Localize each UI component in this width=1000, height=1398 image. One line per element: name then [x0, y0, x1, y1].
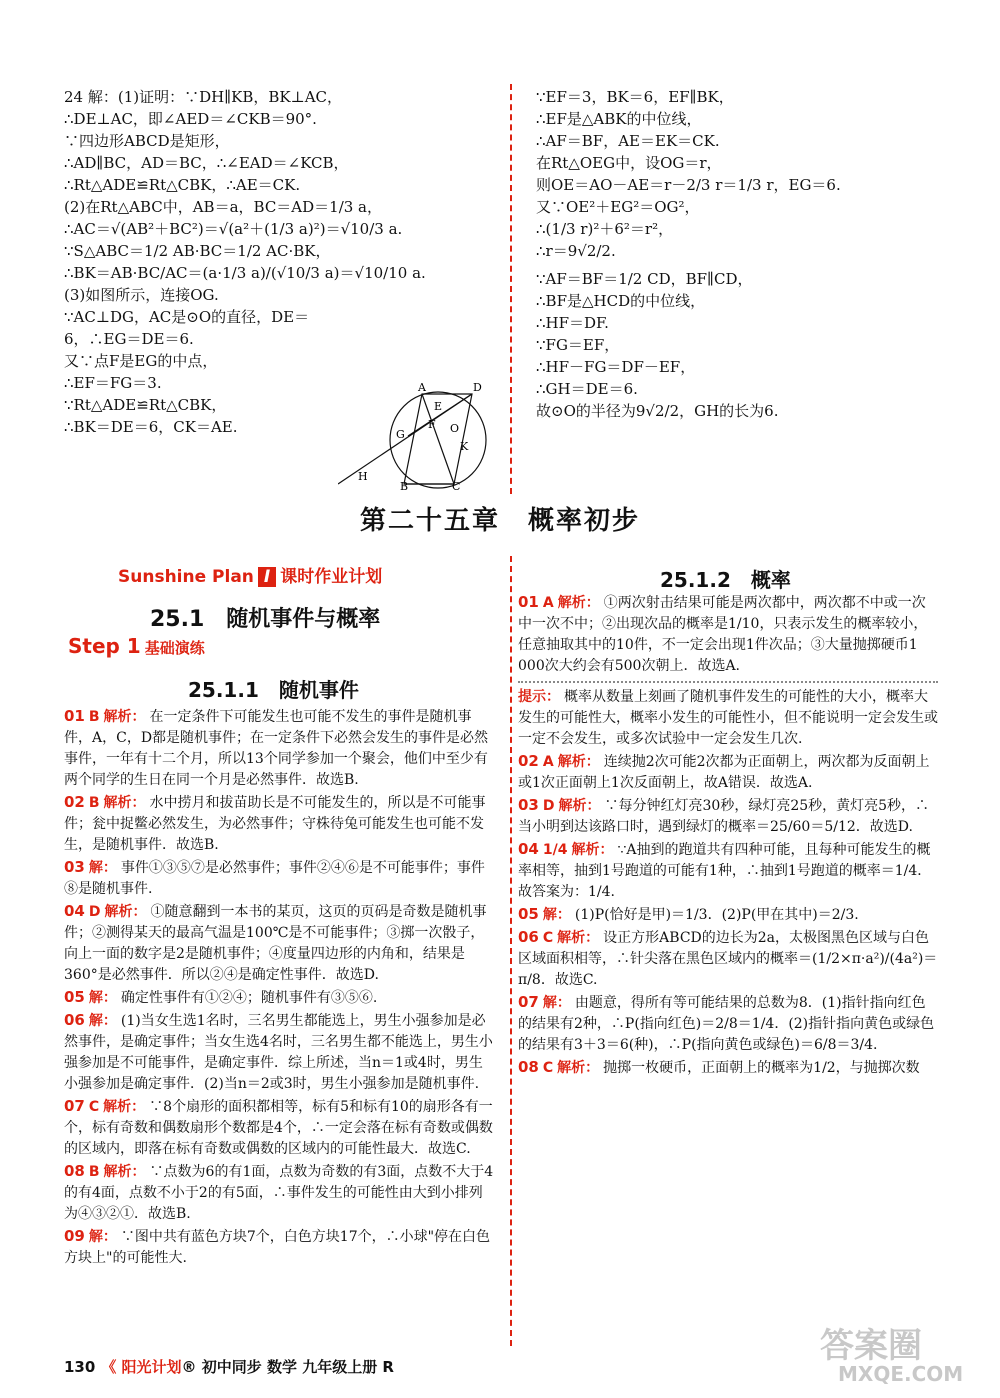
solution-24-right: [536, 86, 936, 422]
solution-line: ∴EF是△ABK的中位线，: [536, 110, 702, 128]
answer-choice: C: [88, 1099, 100, 1115]
question-item: [64, 1161, 494, 1225]
answer-choice: C: [542, 930, 554, 946]
solution-line: ∴HF＝DF.: [536, 314, 609, 332]
question-number: 02: [518, 752, 539, 770]
page-number: 130: [64, 1358, 96, 1376]
circle-geometry-diagram: [338, 380, 498, 490]
analysis-tag: 解：: [542, 907, 571, 923]
solution-line: ∴BF是△HCD的中位线，: [536, 292, 706, 310]
question-number: 08: [64, 1162, 85, 1180]
right-question-list: [518, 592, 938, 1080]
book-info: ® 初中同步 数学 九年级上册 R: [181, 1358, 394, 1376]
analysis-tag: 解析：: [103, 795, 146, 811]
question-text: 水中捞月和拔苗助长是不可能发生的，所以是不可能事件；瓮中捉鳖必然发生，为必然事件；守株待兔可能发生也可能不发生，是随机事件．故选B.: [64, 795, 486, 853]
question-number: 02: [64, 793, 85, 811]
question-item: [64, 706, 494, 791]
analysis-tag: 提示：: [518, 689, 560, 705]
question-text: ∵图中共有蓝色方块7个，白色方块17个，∴小球"停在白色方块上"的可能性大.: [64, 1229, 491, 1266]
solution-line: ∵EF＝3，BK＝6，EF∥BK，: [536, 88, 734, 106]
analysis-tag: 解析：: [103, 1164, 146, 1180]
analysis-tag: 解析：: [557, 595, 600, 611]
chapter-title: 第二十五章 概率初步: [359, 506, 640, 536]
question-text: ①两次射击结果可能是两次都中，两次都不中或一次中一次不中；②出现次品的概率是1/10，只表示发生的概率较小，任意抽取其中的10件，不一定会出现1件次品；③大量抛掷硬币1 000次大约会有500次朝上．故选A.: [518, 595, 928, 674]
question-text: 确定性事件有①②④；随机事件有③⑤⑥.: [120, 990, 378, 1006]
question-text: (1)P(恰好是甲)＝1/3．(2)P(甲在其中)＝2/3.: [574, 907, 859, 923]
question-item: [64, 1226, 494, 1269]
question-item: [64, 792, 494, 856]
analysis-tag: 解析：: [558, 798, 601, 814]
question-item: [64, 987, 494, 1009]
question-number: 06: [518, 928, 539, 946]
diagram-label: E: [434, 400, 443, 413]
solution-line: ∴AC＝√(AB²＋BC²)＝√(a²＋(1/3 a)²)＝√10/3 a.: [64, 220, 403, 238]
question-text: ∵点数为6的有1面，点数为奇数的有3面，点数不大于4的有4面，点数不小于2的有5面，∴事件发生的可能性由大到小排列为④③②①．故选B.: [64, 1164, 494, 1222]
question-item: [518, 992, 938, 1056]
watermark-logo: 答案圈: [820, 1326, 922, 1366]
question-text: (1)当女生选1名时，三名男生都能选上，男生小强参加是必然事件，是确定事件；当女生选4名时，三名男生都不能选上，男生小强参加是不可能事件，是确定事件．综上所述，当n＝1或4时，男生小强参加是确定事件．(2)当n＝2或3时，男生小强参加是随机事件.: [64, 1013, 493, 1092]
analysis-tag: 解析：: [557, 754, 600, 770]
analysis-tag: 解析：: [103, 1099, 146, 1115]
question-number: 06: [64, 1011, 85, 1029]
analysis-tag: 解：: [88, 1229, 117, 1245]
step-text: 基础演练: [144, 639, 205, 657]
question-item: [64, 1096, 494, 1160]
sunshine-plan-label: Sunshine Plan: [118, 567, 254, 587]
question-number: 07: [64, 1097, 85, 1115]
solution-line: 又∵点F是EG的中点，: [64, 352, 218, 370]
analysis-tag: 解析：: [571, 842, 614, 858]
question-number: 07: [518, 993, 539, 1011]
column-divider-top: [510, 84, 512, 494]
question-item: [518, 592, 938, 677]
answer-choice: C: [542, 1060, 554, 1076]
solution-line: ∴EF＝FG＝3.: [64, 374, 162, 392]
analysis-tag: 解：: [542, 995, 571, 1011]
question-number: 08: [518, 1058, 539, 1076]
answer-choice: 1/4: [542, 842, 568, 858]
question-item: [64, 857, 494, 900]
solution-line: 24 解：(1)证明：∵DH∥KB，BK⊥AC，: [64, 88, 343, 106]
section-title: 25.1 随机事件与概率: [150, 607, 381, 632]
question-item: [518, 795, 938, 838]
solution-line: ∵FG＝EF，: [536, 336, 620, 354]
solution-line: 在Rt△OEG中，设OG＝r，: [536, 154, 722, 172]
solution-line: 故⊙O的半径为9√2/2，GH的长为6.: [536, 402, 779, 420]
diagram-label: C: [452, 480, 461, 490]
answer-choice: A: [542, 595, 554, 611]
answer-choice: D: [88, 904, 101, 920]
left-question-list: [64, 706, 494, 1270]
question-item: [518, 1057, 938, 1079]
solution-line: ∴r＝9√2/2.: [536, 242, 616, 260]
watermark-url: MXQE.COM: [838, 1362, 964, 1386]
solution-line: ∴Rt△ADE≌Rt△CBK，∴AE＝CK.: [64, 176, 301, 194]
diagram-label: D: [473, 381, 482, 394]
subsection-title-right: 25.1.2 概率: [660, 568, 791, 592]
analysis-tag: 解析：: [104, 904, 147, 920]
solution-line: (2)在Rt△ABC中，AB＝a，BC＝AD＝1/3 a，: [64, 198, 383, 216]
analysis-tag: 解析：: [103, 709, 146, 725]
sunshine-plan-banner: [118, 562, 382, 587]
diagram-label: H: [358, 470, 368, 483]
solution-line: (3)如图所示，连接OG.: [64, 286, 219, 304]
question-number: 01: [518, 593, 539, 611]
question-text: ∵8个扇形的面积都相等，标有5和标有10的扇形各有一个，标有奇数和偶数扇形个数都是4个，∴一定会落在标有奇数或偶数的区域内，即落在标有奇数或偶数的区域内的可能性最大．故选C.: [64, 1099, 493, 1157]
plan-number-box: I: [258, 567, 276, 587]
solution-line: ∴BK＝DE＝6，CK＝AE.: [64, 418, 238, 436]
question-number: 03: [64, 858, 85, 876]
question-text: 概率从数量上刻画了随机事件发生的可能性的大小，概率大发生的可能性大，概率小发生的可能性小，但不能说明一定会发生或一定不会发生，或多次试验中一定会发生几次.: [518, 689, 938, 747]
brand-name: 《 阳光计划: [101, 1358, 182, 1376]
solution-line: ∴GH＝DE＝6.: [536, 380, 638, 398]
solution-line: ∴AF＝BF，AE＝EK＝CK.: [536, 132, 720, 150]
plan-subtitle: 课时作业计划: [280, 567, 383, 587]
analysis-tag: 解析：: [557, 1060, 600, 1076]
diagram-label: O: [450, 422, 460, 435]
analysis-tag: 解：: [88, 1013, 117, 1029]
solution-line: ∵S△ABC＝1/2 AB·BC＝1/2 AC·BK，: [64, 242, 331, 260]
question-item: [518, 839, 938, 903]
question-item: [518, 927, 938, 991]
diagram-label: A: [418, 381, 426, 394]
solution-line: 则OE＝AO－AE＝r－2/3 r＝1/3 r，EG＝6.: [536, 176, 841, 194]
solution-line: ∴(1/3 r)²＋6²＝r²，: [536, 220, 674, 238]
answer-choice: B: [88, 795, 100, 811]
answer-choice: A: [542, 754, 554, 770]
question-text: ①随意翻到一本书的某页，这页的页码是奇数是随机事件；②测得某天的最高气温是100℃是不可能事件；③掷一次骰子，向上一面的数字是2是随机事件；④度量四边形的内角和，结果是360°是必然事件．所以②④是确定性事件．故选D.: [64, 904, 487, 983]
page-footer: [64, 1356, 394, 1377]
solution-line: ∴DE⊥AC，即∠AED＝∠CKB＝90°.: [64, 110, 317, 128]
question-item: [518, 904, 938, 926]
question-text: 抛掷一枚硬币，正面朝上的概率为1/2，与抛掷次数: [603, 1060, 920, 1076]
solution-line: ∵Rt△ADE≌Rt△CBK，: [64, 396, 227, 414]
question-text: 由题意，得所有等可能结果的总数为8．(1)指针指向红色的结果有2种，∴P(指向红色)＝2/8＝1/4．(2)指针指向黄色或绿色的结果有3＋3＝6(种)，∴P(指向黄色或绿色)＝6/8＝3/4.: [518, 995, 935, 1053]
question-text: 在一定条件下可能发生也可能不发生的事件是随机事件，A，C，D都是随机事件；在一定条件下必然会发生的事件是必然事件，一年有十二个月，所以13个同学参加一个聚会，他们中至少有两个同学的生日在同一个月是必然事件．故选B.: [64, 709, 489, 788]
question-number: 05: [518, 905, 539, 923]
question-text: 设正方形ABCD的边长为2a，太极图黑色区域与白色区域面积相等，∴针尖落在黑色区域内的概率＝(1/2×π·a²)/(4a²)＝π/8．故选C.: [518, 930, 938, 988]
diagram-label: K: [460, 440, 469, 453]
solution-line: ∵AC⊥DG，AC是⊙O的直径，DE＝: [64, 308, 310, 326]
step-label: Step 1: [68, 634, 141, 658]
analysis-tag: 解：: [88, 990, 117, 1006]
solution-line: 又∵OE²＋EG²＝OG²，: [536, 198, 700, 216]
question-number: 01: [64, 707, 85, 725]
solution-line: 6，∴EG＝DE＝6.: [64, 330, 194, 348]
question-item: [64, 1010, 494, 1095]
diagram-label: B: [400, 480, 409, 490]
question-number: 09: [64, 1227, 85, 1245]
analysis-tag: 解：: [88, 860, 117, 876]
answer-choice: B: [88, 709, 100, 725]
answer-choice: D: [542, 798, 555, 814]
subsection-title-left: 25.1.1 随机事件: [188, 678, 359, 702]
solution-line: ∵四边形ABCD是矩形，: [64, 132, 230, 150]
diagram-label: F: [428, 418, 436, 431]
question-item: [64, 901, 494, 986]
question-item: [518, 751, 938, 794]
step-banner: [68, 634, 205, 658]
question-number: 03: [518, 796, 539, 814]
column-divider-bottom: [510, 556, 512, 1346]
solution-line: ∴AD∥BC，AD＝BC，∴∠EAD＝∠KCB，: [64, 154, 349, 172]
question-text: 连续抛2次可能2次都为正面朝上，两次都为反面朝上或1次正面朝上1次反面朝上，故A错误．故选A.: [518, 754, 930, 791]
question-number: 04: [518, 840, 539, 858]
question-number: 05: [64, 988, 85, 1006]
solution-line: ∴BK＝AB·BC/AC＝(a·1/3 a)/(√10/3 a)＝√10/10 a.: [64, 264, 426, 282]
analysis-tag: 解析：: [557, 930, 600, 946]
question-text: ∵每分钟红灯亮30秒，绿灯亮25秒，黄灯亮5秒，∴当小明到达该路口时，遇到绿灯的概率＝25/60＝5/12．故选D.: [518, 798, 930, 835]
solution-line: ∵AF＝BF＝1/2 CD，BF∥CD，: [536, 270, 753, 288]
solution-line: ∴HF－FG＝DF－EF，: [536, 358, 696, 376]
diagram-label: G: [396, 428, 405, 441]
question-item: [518, 681, 938, 750]
question-number: 04: [64, 902, 85, 920]
question-text: 事件①③⑤⑦是必然事件；事件②④⑥是不可能事件；事件⑧是随机事件.: [64, 860, 485, 897]
answer-choice: B: [88, 1164, 100, 1180]
question-text: ∵A抽到的跑道共有四种可能，且每种可能发生的概率相等，抽到1号跑道的可能有1种，∴抽到1号跑道的概率＝1/4．故答案为：1/4.: [518, 842, 932, 900]
